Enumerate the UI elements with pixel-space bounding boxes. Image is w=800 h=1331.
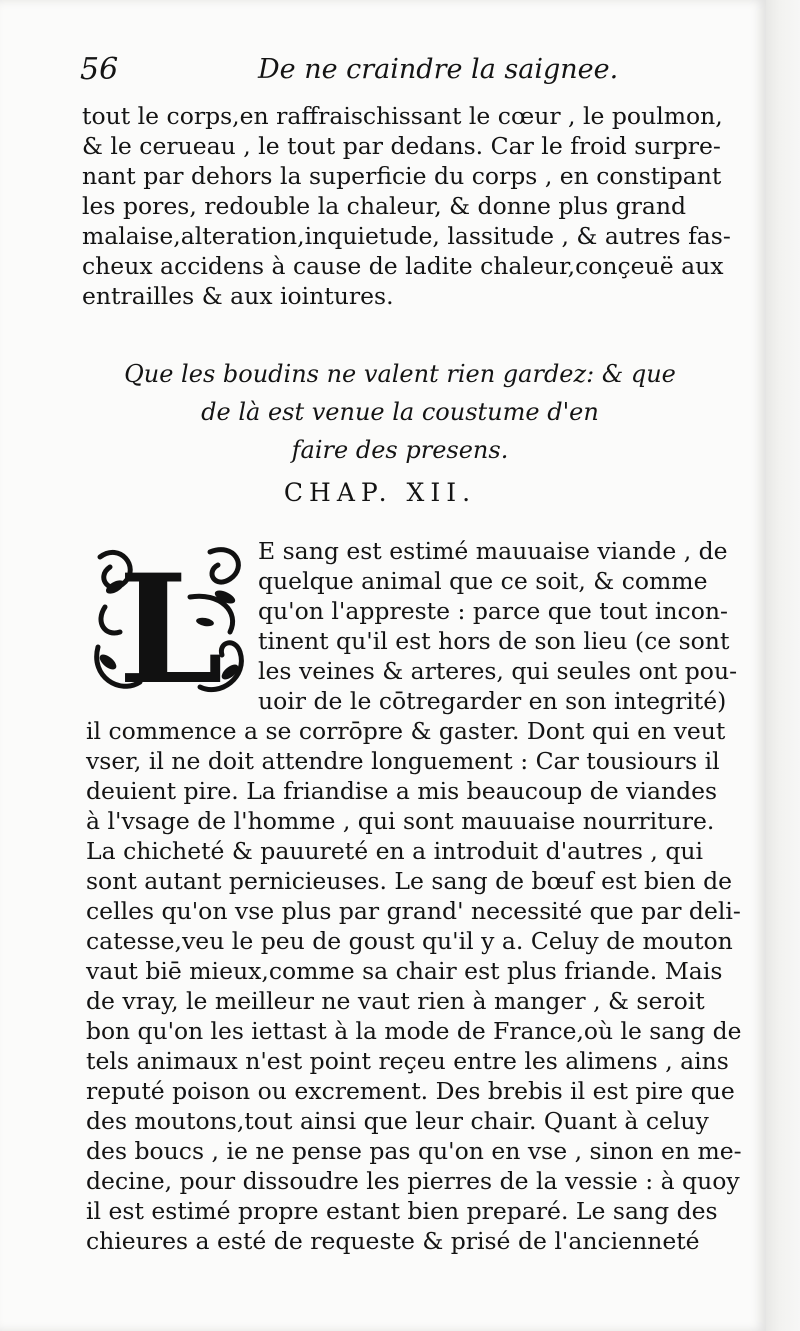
text-line: des moutons,tout ainsi que leur chair. Quant à celuy (86, 1107, 709, 1135)
text-line: entrailles & aux iointures. (82, 282, 394, 310)
text-line: qu'on l'appreste : parce que tout incon- (258, 597, 728, 625)
text-line: vaut biē mieux,comme sa chair est plus friande. Mais (86, 957, 723, 985)
text-line: La chicheté & pauureté en a introduit d'autres , qui (86, 837, 704, 865)
text-line: il est estimé propre estant bien preparé. Le sang des (86, 1197, 718, 1225)
text-line: malaise,alteration,inquietude, lassitude , & autres fas- (82, 222, 731, 250)
chapter-heading-line: Que les boudins ne valent rien gardez: & que (124, 360, 676, 388)
text-line: il commence a se corrōpre & gaster. Dont qui en veut (86, 717, 726, 745)
text-line: vser, il ne doit attendre longuement : Car tousiours il (86, 747, 720, 775)
text-line: tinent qu'il est hors de son lieu (ce sont (258, 627, 730, 655)
drop-cap-letter: L (118, 542, 224, 697)
text-line: & le cerueau , le tout par dedans. Car le froid surpre- (82, 132, 721, 160)
chapter-heading-line: de là est venue la coustume d'en (201, 398, 599, 426)
text-line: bon qu'on les iettast à la mode de France,où le sang de (86, 1017, 742, 1045)
text-line: tout le corps,en raffraischissant le cœur , le poulmon, (82, 102, 723, 130)
text-line: des boucs , ie ne pense pas qu'on en vse , sinon en me- (86, 1137, 742, 1165)
text-line: de vray, le meilleur ne vaut rien à manger , & seroit (86, 987, 705, 1015)
text-line: reputé poison ou excrement. Des brebis il est pire que (86, 1077, 735, 1105)
text-line: catesse,veu le peu de goust qu'il y a. Celuy de mouton (86, 927, 733, 955)
text-line: tels animaux n'est point reçeu entre les alimens , ains (86, 1047, 729, 1075)
chapter-heading-line: faire des presens. (291, 436, 509, 464)
text-line: quelque animal que ce soit, & comme (258, 567, 708, 595)
chapter-label: CHAP. XII. (283, 478, 477, 507)
text-line: cheux accidens à cause de ladite chaleur,conçeuë aux (82, 252, 724, 280)
text-line: deuient pire. La friandise a mis beaucoup de viandes (86, 777, 718, 805)
ornamental-initial-icon (90, 537, 250, 697)
running-title: De ne craindre la saignee. (258, 54, 619, 85)
text-line: decine, pour dissoudre les pierres de la vessie : à quoy (86, 1167, 740, 1195)
text-line: sont autant pernicieuses. Le sang de bœuf est bien de (86, 867, 733, 895)
running-head (80, 52, 680, 92)
text-line: nant par dehors la superficie du corps , en constipant (82, 162, 722, 190)
text-line: les veines & arteres, qui seules ont pou- (258, 657, 738, 685)
text-line: à l'vsage de l'homme , qui sont mauuaise nourriture. (86, 807, 715, 835)
text-line: celles qu'on vse plus par grand' necessité que par deli- (86, 897, 741, 925)
text-line: uoir de le cōtregarder en son integrité) (258, 687, 727, 715)
text-line: chieures a esté de requeste & prisé de l'ancienneté (86, 1227, 700, 1255)
text-line: E sang est estimé mauuaise viande , de (258, 537, 728, 565)
text-line: les pores, redouble la chaleur, & donne plus grand (82, 192, 687, 220)
page-edge (766, 0, 800, 1331)
page-number: 56 (80, 52, 119, 87)
